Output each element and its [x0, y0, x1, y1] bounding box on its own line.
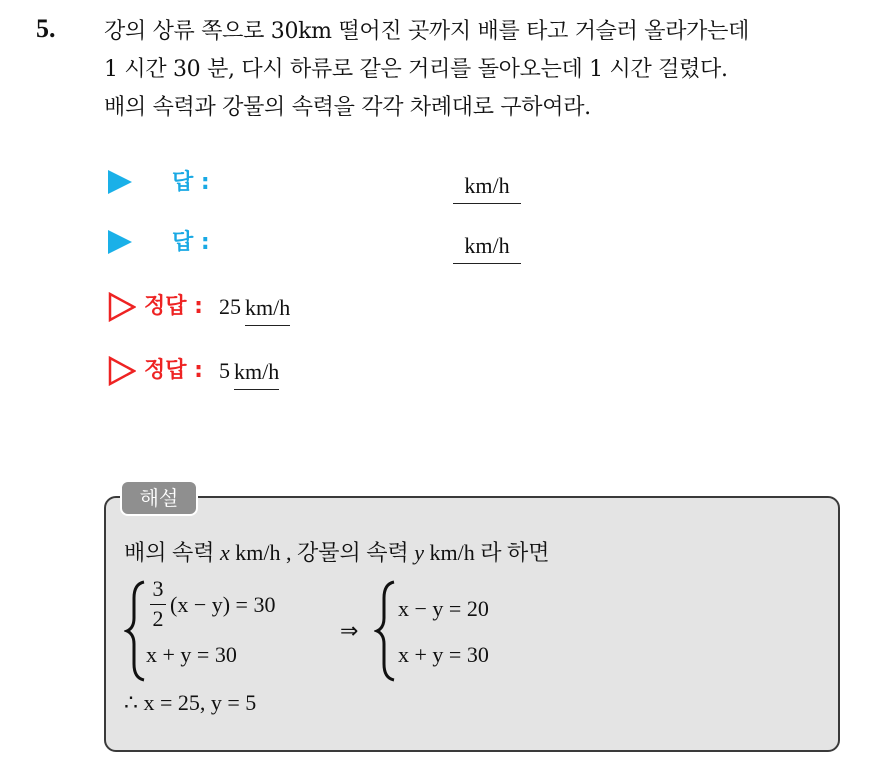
equation-1a: (x − y) = 30 [170, 592, 276, 617]
question-line-2: 1 시간 30 분, 다시 하류로 같은 거리를 돌아오는데 1 시간 걸렸다. [104, 57, 728, 82]
outline-triangle-icon [108, 356, 136, 386]
answer-label: 답 : [172, 230, 210, 255]
question-line-3: 배의 속력과 강물의 속력을 각각 차례대로 구하여라. [104, 95, 591, 120]
question-number: 5. [36, 14, 56, 43]
fraction-numerator: 3 [152, 576, 164, 601]
equation-1b: x + y = 30 [146, 642, 237, 667]
correct-row-2 [108, 348, 279, 388]
equation-2b: x + y = 30 [398, 642, 489, 667]
equation-2a: x − y = 20 [398, 596, 489, 621]
correct-unit: km/h [234, 359, 279, 390]
solution-intro: 배의 속력 x km/h , 강물의 속력 y km/h 라 하면 [124, 540, 550, 565]
answer-blank[interactable]: km/h [453, 233, 521, 264]
question-line-1: 강의 상류 쪽으로 30km 떨어진 곳까지 배를 타고 거슬러 올라가는데 [104, 19, 750, 44]
conclusion: ∴ x = 25, y = 5 [124, 690, 257, 715]
left-brace-icon [374, 580, 396, 682]
correct-unit: km/h [245, 295, 290, 326]
answer-row-1 [108, 160, 568, 200]
play-triangle-icon [108, 230, 132, 254]
correct-row-1 [108, 284, 290, 324]
answer-row-2 [108, 220, 568, 260]
correct-value: 25 [218, 294, 241, 319]
outline-triangle-icon [108, 292, 136, 322]
solution-tab: 해설 [120, 480, 198, 516]
implies-arrow: ⇒ [340, 618, 359, 643]
correct-label: 정답 : [144, 294, 203, 319]
correct-value: 5 [218, 358, 230, 383]
play-triangle-icon [108, 170, 132, 194]
correct-label: 정답 : [144, 358, 203, 383]
answer-label: 답 : [172, 170, 210, 195]
fraction-denominator: 2 [152, 606, 164, 631]
answer-blank[interactable]: km/h [453, 173, 521, 204]
left-brace-icon [124, 580, 146, 682]
fraction-bar [150, 604, 166, 605]
